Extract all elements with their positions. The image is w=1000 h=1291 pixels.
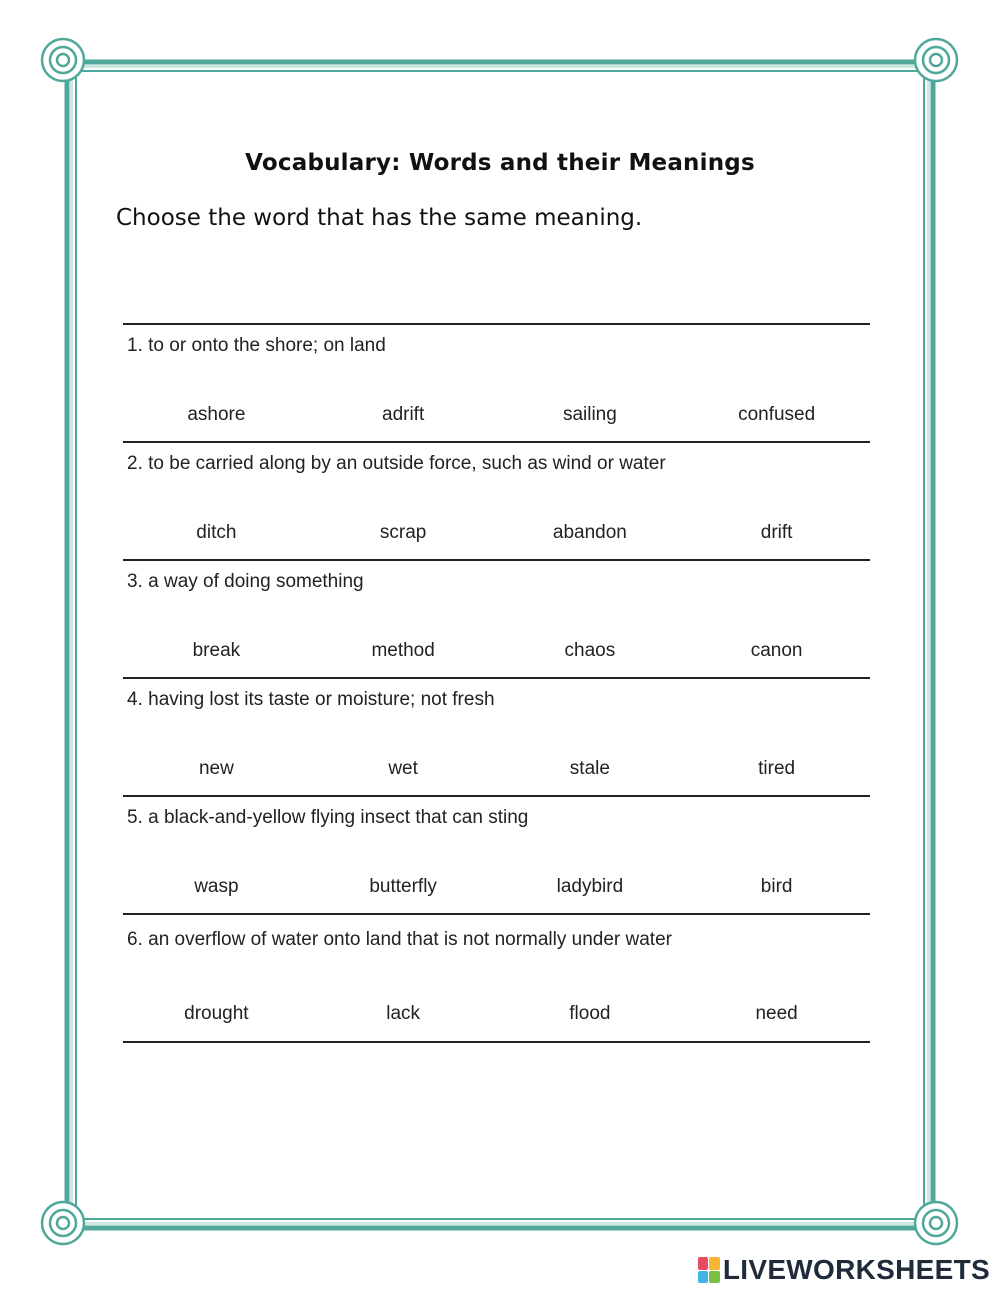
answer-option[interactable]: drought [184,1003,249,1024]
question-number: 1 . [127,335,148,356]
answer-options [123,522,870,544]
corner-ornament-bottom-right [915,1202,957,1244]
question-definition: a way of doing something [148,571,364,592]
answer-options [123,1003,870,1025]
question-list [123,323,870,1043]
answer-options [123,758,870,780]
answer-option[interactable]: confused [738,404,816,425]
question-text [127,571,364,593]
answer-option[interactable]: bird [760,876,793,897]
question-number: 2 . [127,453,148,474]
question-definition: a black-and-yellow flying insect that can sting [148,807,529,828]
answer-options [123,404,870,426]
answer-option[interactable]: new [198,758,234,779]
corner-ornament-top-left [42,39,84,81]
answer-option[interactable]: ashore [187,404,246,425]
liveworksheets-logo [698,1254,990,1286]
question-definition: to be carried along by an outside force, such as wind or water [148,453,666,474]
answer-option[interactable]: tired [758,758,796,779]
question-4 [123,679,870,797]
answer-option[interactable]: canon [750,640,803,661]
question-number: 5 . [127,807,148,828]
answer-option[interactable]: ditch [196,522,237,543]
worksheet-instruction: Choose the word that has the same meaning. [116,205,643,231]
answer-option[interactable]: need [755,1003,798,1024]
answer-option[interactable]: adrift [382,404,425,425]
answer-options [123,640,870,662]
answer-option[interactable]: ladybird [556,876,624,897]
corner-ornament-top-right [915,39,957,81]
answer-option[interactable]: chaos [564,640,616,661]
question-1 [123,325,870,443]
question-text [127,929,672,951]
question-definition: to or onto the shore; on land [148,335,386,356]
corner-ornament-bottom-left [42,1202,84,1244]
question-2 [123,443,870,561]
answer-option[interactable]: flood [569,1003,611,1024]
answer-option[interactable]: abandon [552,522,627,543]
answer-option[interactable]: sailing [562,404,617,425]
logo-text: LIVEWORKSHEETS [722,1254,990,1285]
answer-option[interactable]: lack [386,1003,421,1024]
question-number: 3 . [127,571,148,592]
question-definition: an overflow of water onto land that is not normally under water [148,929,672,950]
answer-option[interactable]: method [371,640,435,661]
answer-option[interactable]: wet [388,758,418,779]
answer-option[interactable]: break [192,640,241,661]
question-definition: having lost its taste or moisture; not fresh [148,689,495,710]
question-number: 6 . [127,929,148,950]
question-6 [123,915,870,1043]
question-3 [123,561,870,679]
answer-option[interactable]: butterfly [369,876,437,897]
question-text [127,335,386,357]
worksheet-title: Vocabulary: Words and their Meanings [245,150,755,176]
answer-option[interactable]: wasp [194,876,239,897]
answer-option[interactable]: scrap [379,522,427,543]
answer-options [123,876,870,898]
question-text [127,807,528,829]
liveworksheets-logo-icon [698,1257,720,1283]
answer-option[interactable]: stale [569,758,610,779]
question-text [127,689,495,711]
answer-option[interactable]: drift [760,522,793,543]
question-5 [123,797,870,915]
question-text [127,453,666,475]
question-number: 4 . [127,689,148,710]
